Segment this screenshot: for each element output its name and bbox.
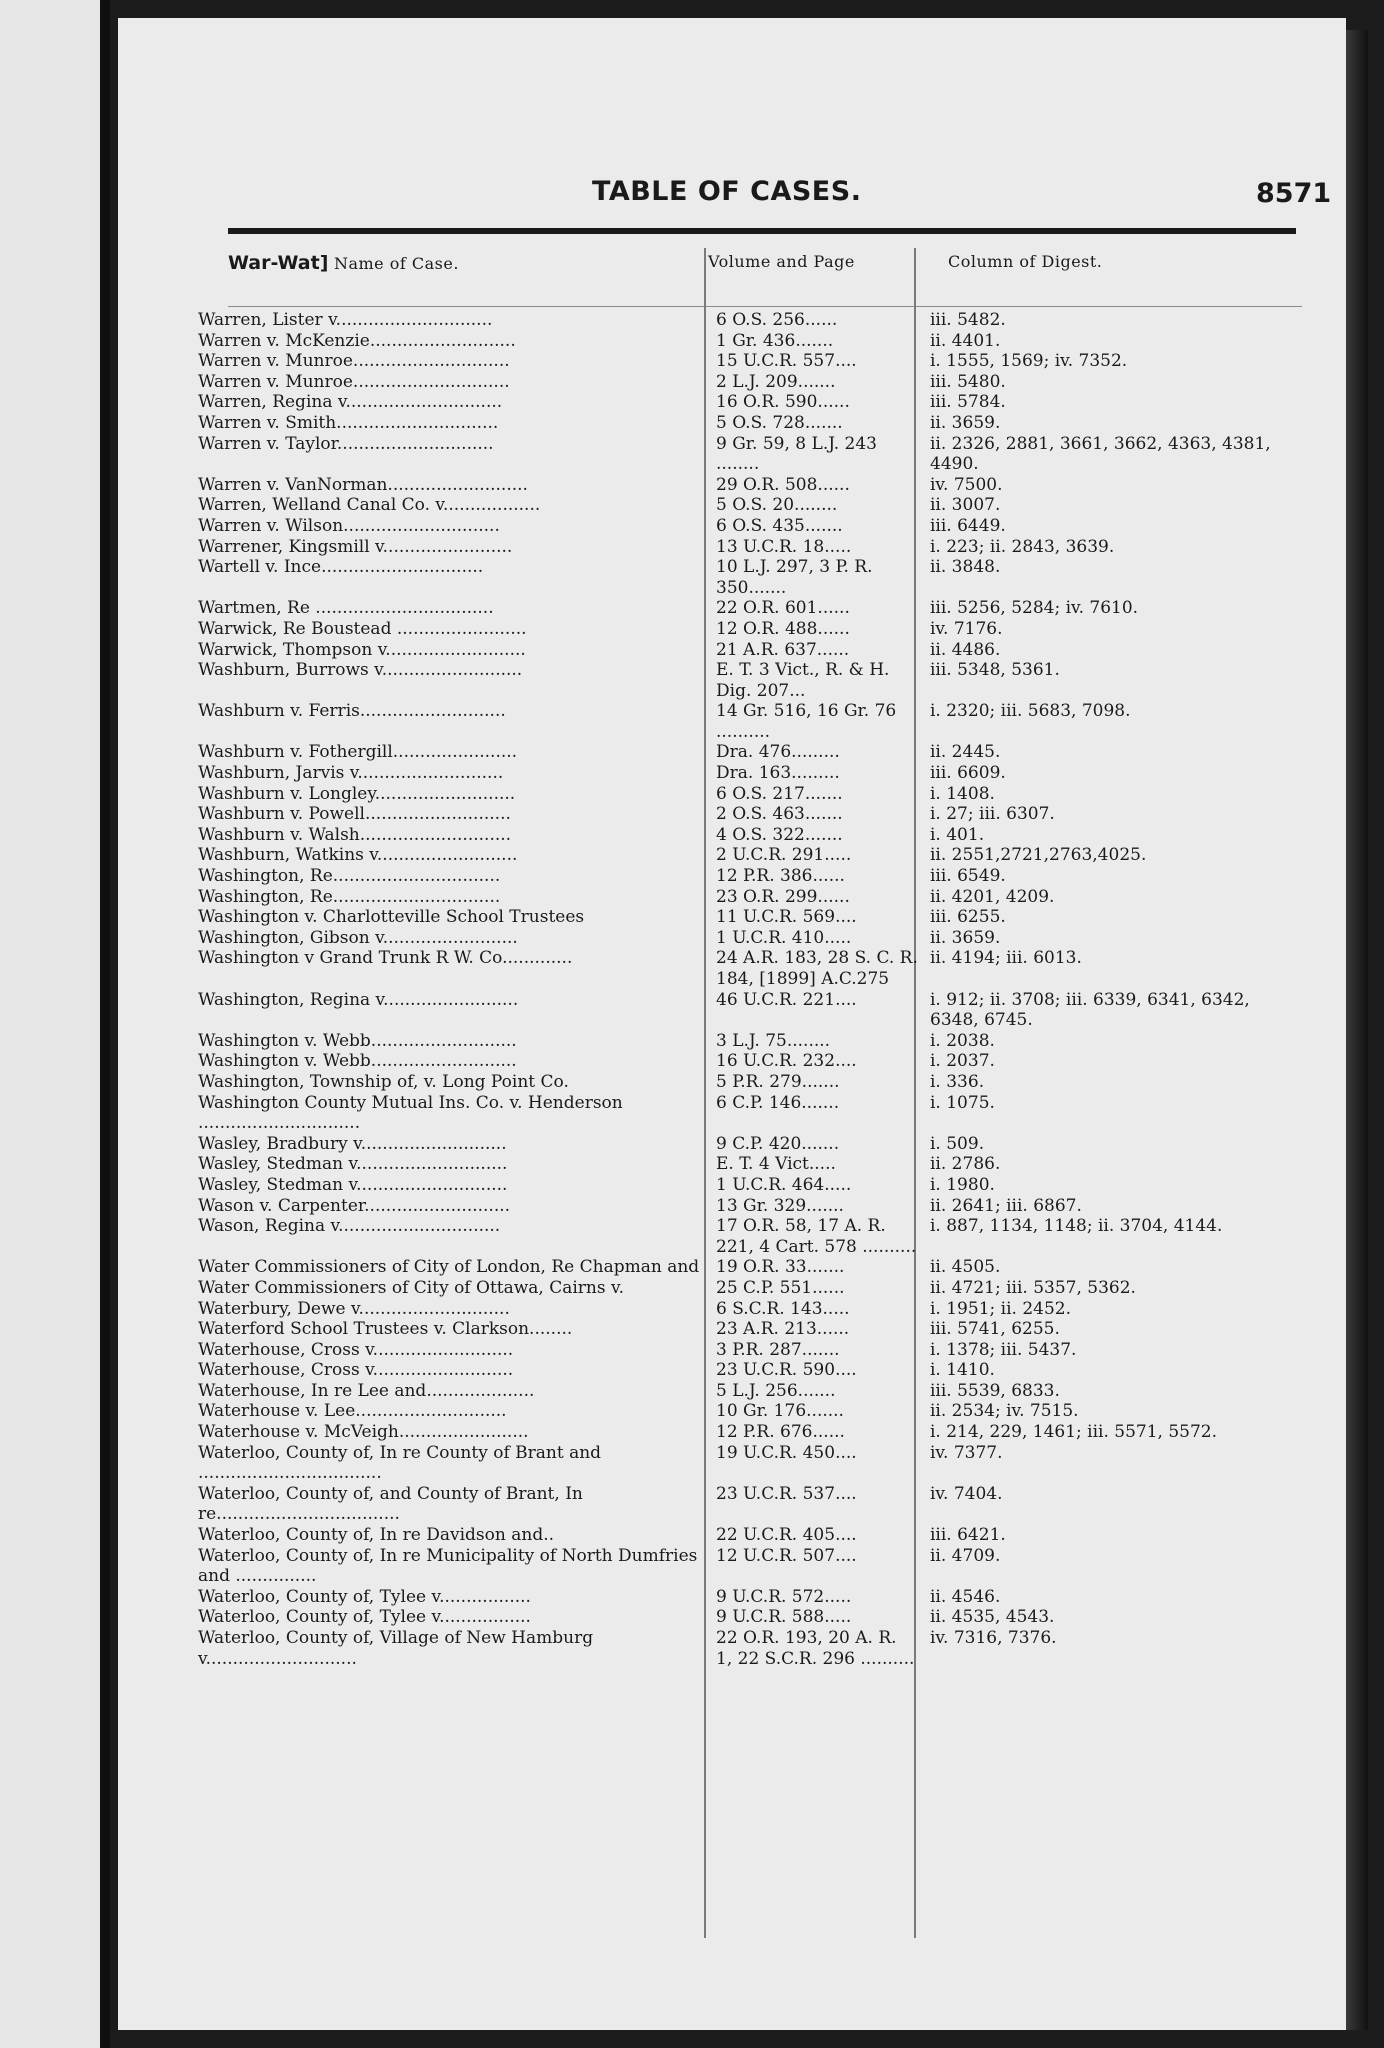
case-row — [192, 1278, 1302, 1299]
digest-column: i. 1555, 1569; iv. 7352. — [930, 351, 1128, 372]
case-row — [192, 475, 1302, 496]
case-row — [192, 742, 1302, 763]
case-row — [192, 948, 1302, 989]
case-row — [192, 372, 1302, 393]
volume-page: 15 U.C.R. 557.... — [716, 351, 857, 372]
digest-column: i. 27; iii. 6307. — [930, 804, 1055, 825]
case-name: Waterloo, County of, Tylee v................. — [198, 1607, 531, 1628]
case-name: Warwick, Re Boustead ........................ — [198, 618, 527, 639]
case-row — [192, 1340, 1302, 1361]
digest-column: iii. 5482. — [930, 310, 1006, 330]
volume-page: 23 U.C.R. 537.... — [716, 1483, 857, 1504]
case-name: Wartmen, Re ................................. — [198, 598, 494, 619]
digest-column: ii. 2326, 2881, 3661, 3662, 4363, 4381, 4490. — [930, 433, 1271, 475]
case-name: Waterloo, County of, and County of Brant, In re.................................. — [198, 1483, 583, 1525]
case-row — [192, 1607, 1302, 1628]
case-row — [192, 1196, 1302, 1217]
case-name: Waterbury, Dewe v............................ — [198, 1298, 510, 1319]
volume-page: 1 Gr. 436....... — [716, 330, 834, 351]
column-header-digest: Column of Digest. — [948, 252, 1103, 271]
case-row — [192, 310, 1302, 331]
case-name: Waterloo, County of, In re Davidson and.. — [198, 1525, 555, 1546]
volume-page: 9 Gr. 59, 8 L.J. 243 ........ — [716, 433, 883, 475]
digest-column: iv. 7377. — [930, 1442, 1003, 1463]
digest-column: ii. 3659. — [930, 927, 1001, 948]
digest-column: iii. 5348, 5361. — [930, 660, 1060, 681]
case-name: Washington, Regina v......................... — [198, 989, 519, 1010]
case-name: Washington v. Webb........................... — [198, 1051, 517, 1072]
case-row — [192, 1628, 1302, 1669]
case-row — [192, 1257, 1302, 1278]
case-name: Warrener, Kingsmill v........................ — [198, 536, 513, 557]
digest-column: i. 1075. — [930, 1092, 995, 1113]
volume-page: 4 O.S. 322....... — [716, 824, 843, 845]
volume-page: 29 O.R. 508...... — [716, 474, 850, 495]
volume-page: 10 Gr. 176....... — [716, 1401, 844, 1422]
case-row — [192, 557, 1302, 598]
case-name: Wason, Regina v.............................. — [198, 1216, 501, 1237]
case-name: Washington v. Webb........................... — [198, 1030, 517, 1051]
case-row — [192, 351, 1302, 372]
case-row — [192, 434, 1302, 475]
volume-page: 46 U.C.R. 221.... — [716, 989, 857, 1010]
digest-column: i. 1408. — [930, 783, 995, 804]
volume-page: 5 P.R. 279....... — [716, 1071, 840, 1092]
case-name: Washington, Re............................... — [198, 866, 501, 887]
case-row — [192, 928, 1302, 949]
case-name: Washburn v. Longley.......................... — [198, 783, 516, 804]
digest-column: ii. 2445. — [930, 742, 1001, 763]
case-row — [192, 1216, 1302, 1257]
digest-column: i. 509. — [930, 1133, 985, 1154]
volume-page: 9 U.C.R. 588..... — [716, 1607, 852, 1628]
case-row — [192, 1525, 1302, 1546]
case-row — [192, 516, 1302, 537]
digest-column: ii. 2534; iv. 7515. — [930, 1401, 1079, 1422]
case-row — [192, 331, 1302, 352]
digest-column: i. 912; ii. 3708; iii. 6339, 6341, 6342, 6348, 6745. — [930, 989, 1250, 1031]
volume-page: Dra. 163......... — [716, 763, 840, 784]
case-name: Washington County Mutual Ins. Co. v. Henderson .............................. — [198, 1092, 623, 1134]
case-name: Wasley, Stedman v............................ — [198, 1154, 508, 1175]
case-name: Water Commissioners of City of Ottawa, Cairns v. — [198, 1277, 625, 1298]
digest-column: ii. 4505. — [930, 1257, 1001, 1278]
digest-column: ii. 4721; iii. 5357, 5362. — [930, 1277, 1136, 1298]
volume-page: 21 A.R. 637...... — [716, 639, 850, 660]
case-name: Washburn v. Walsh............................ — [198, 824, 512, 845]
case-row — [192, 1360, 1302, 1381]
digest-column: iii. 5256, 5284; iv. 7610. — [930, 598, 1139, 619]
column-header-name — [228, 252, 459, 274]
volume-page: 23 U.C.R. 590.... — [716, 1360, 857, 1381]
page-number: 8571 — [1256, 178, 1332, 209]
volume-page: 6 C.P. 146....... — [716, 1092, 840, 1113]
digest-column: iv. 7500. — [930, 474, 1003, 495]
volume-page: 16 O.R. 590...... — [716, 392, 850, 413]
case-name: Waterloo, County of, In re County of Brant and .................................. — [198, 1442, 602, 1484]
case-row — [192, 1072, 1302, 1093]
case-row — [192, 413, 1302, 434]
case-row — [192, 701, 1302, 742]
digest-column: ii. 4535, 4543. — [930, 1607, 1055, 1628]
case-name: Wartell v. Ince.............................. — [198, 557, 484, 578]
volume-page: 12 P.R. 386...... — [716, 866, 845, 887]
heavy-rule — [228, 228, 1296, 234]
volume-page: 1 U.C.R. 464..... — [716, 1174, 852, 1195]
case-row — [192, 495, 1302, 516]
case-row — [192, 619, 1302, 640]
volume-page: 23 A.R. 213...... — [716, 1319, 850, 1340]
case-name: Warren v. Munroe............................. — [198, 351, 510, 372]
volume-page: 3 P.R. 287....... — [716, 1339, 840, 1360]
case-row — [192, 1381, 1302, 1402]
case-name: Waterford School Trustees v. Clarkson........ — [198, 1319, 573, 1340]
case-row — [192, 990, 1302, 1031]
case-name: Warren v. VanNorman.......................... — [198, 474, 528, 495]
case-name: Warren v. Smith.............................. — [198, 412, 499, 433]
digest-column: ii. 2641; iii. 6867. — [930, 1195, 1082, 1216]
volume-page: 16 U.C.R. 232.... — [716, 1051, 857, 1072]
volume-page: 12 P.R. 676...... — [716, 1422, 845, 1443]
section-range: War-Wat] — [228, 252, 329, 274]
digest-column: ii. 4709. — [930, 1545, 1001, 1566]
digest-column: i. 1410. — [930, 1360, 995, 1381]
book-spine-edge — [1346, 30, 1368, 2030]
case-name: Washburn, Watkins v.......................... — [198, 845, 518, 866]
case-name: Washington, Gibson v......................... — [198, 927, 518, 948]
digest-column: iii. 5539, 6833. — [930, 1380, 1060, 1401]
column-header-volume: Volume and Page — [708, 252, 855, 271]
digest-column: ii. 3007. — [930, 495, 1001, 516]
case-name: Waterhouse, Cross v.......................... — [198, 1360, 514, 1381]
case-row — [192, 1587, 1302, 1608]
digest-column: ii. 4401. — [930, 330, 1001, 351]
volume-page: 2 O.S. 463....... — [716, 804, 843, 825]
case-name: Warren v. Munroe............................. — [198, 371, 510, 392]
case-name: Waterloo, County of, Village of New Hamburg v............................ — [198, 1628, 594, 1669]
volume-page: 3 L.J. 75........ — [716, 1030, 831, 1051]
volume-page: E. T. 4 Vict..... — [716, 1154, 836, 1175]
digest-column: ii. 4194; iii. 6013. — [930, 948, 1082, 969]
volume-page: 12 U.C.R. 507.... — [716, 1545, 857, 1566]
case-row — [192, 1154, 1302, 1175]
case-row — [192, 763, 1302, 784]
case-name: Washington, Re............................... — [198, 886, 501, 907]
case-name: Warren v. McKenzie........................... — [198, 330, 516, 351]
digest-column: i. 887, 1134, 1148; ii. 3704, 4144. — [930, 1216, 1223, 1237]
case-name: Water Commissioners of City of London, Re Chapman and — [198, 1257, 700, 1278]
digest-column: ii. 3659. — [930, 412, 1001, 433]
volume-page: 1 U.C.R. 410..... — [716, 927, 852, 948]
case-name: Washington v Grand Trunk R W. Co............. — [198, 948, 573, 969]
case-row — [192, 804, 1302, 825]
case-name: Washburn, Burrows v.......................... — [198, 660, 523, 681]
digest-column: ii. 4201, 4209. — [930, 886, 1055, 907]
case-name: Warren v. Taylor............................. — [198, 433, 494, 454]
digest-column: i. 2037. — [930, 1051, 995, 1072]
digest-column: ii. 4486. — [930, 639, 1001, 660]
case-name: Waterhouse v. McVeigh........................ — [198, 1422, 529, 1443]
case-row — [192, 392, 1302, 413]
digest-column: i. 336. — [930, 1071, 985, 1092]
volume-page: 6 S.C.R. 143..... — [716, 1298, 850, 1319]
volume-page: 5 L.J. 256....... — [716, 1380, 836, 1401]
case-name: Waterhouse, Cross v.......................... — [198, 1339, 514, 1360]
name-header-label: Name of Case. — [333, 254, 459, 273]
case-row — [192, 1134, 1302, 1155]
case-name: Washburn v. Ferris........................... — [198, 701, 506, 722]
case-name: Waterhouse v. Lee............................ — [198, 1401, 507, 1422]
case-name: Waterhouse, In re Lee and.................... — [198, 1380, 535, 1401]
case-name: Waterloo, County of, Tylee v................. — [198, 1586, 531, 1607]
case-row — [192, 1093, 1302, 1134]
case-name: Wasley, Stedman v............................ — [198, 1174, 508, 1195]
case-name: Washburn v. Fothergill....................... — [198, 742, 518, 763]
volume-page: 5 O.S. 20........ — [716, 495, 838, 516]
case-name: Washington v. Charlotteville School Trustees — [198, 907, 585, 928]
case-name: Warren, Welland Canal Co. v.................. — [198, 495, 541, 516]
digest-column: i. 1980. — [930, 1174, 995, 1195]
case-row — [192, 907, 1302, 928]
digest-column: i. 1378; iii. 5437. — [930, 1339, 1077, 1360]
volume-page: 13 U.C.R. 18..... — [716, 536, 852, 557]
volume-page: 6 O.S. 435....... — [716, 515, 843, 536]
volume-page: 2 U.C.R. 291..... — [716, 845, 852, 866]
facing-page-edge — [0, 0, 110, 2048]
case-row — [192, 1051, 1302, 1072]
case-name: Wasley, Bradbury v........................... — [198, 1133, 507, 1154]
digest-column: iii. 6609. — [930, 763, 1006, 784]
case-name: Wason v. Carpenter........................... — [198, 1195, 511, 1216]
volume-page: 19 O.R. 33....... — [716, 1257, 845, 1278]
digest-column: i. 2038. — [930, 1030, 995, 1051]
digest-column: iii. 5480. — [930, 371, 1006, 392]
case-row — [192, 1299, 1302, 1320]
volume-page: 9 U.C.R. 572..... — [716, 1586, 852, 1607]
case-row — [192, 1546, 1302, 1587]
volume-page: 17 O.R. 58, 17 A. R. 221, 4 Cart. 578 .......... — [716, 1216, 917, 1257]
volume-page: 6 O.S. 256...... — [716, 310, 838, 330]
case-row — [192, 1484, 1302, 1525]
digest-column: iii. 5784. — [930, 392, 1006, 413]
digest-column: iv. 7316, 7376. — [930, 1628, 1057, 1648]
volume-page: 6 O.S. 217....... — [716, 783, 843, 804]
case-row — [192, 845, 1302, 866]
volume-page: Dra. 476......... — [716, 742, 840, 763]
case-name: Warren, Lister v............................. — [198, 310, 493, 330]
digest-column: iv. 7176. — [930, 618, 1003, 639]
volume-page: 25 C.P. 551...... — [716, 1277, 845, 1298]
digest-column: ii. 2786. — [930, 1154, 1001, 1175]
volume-page: 9 C.P. 420....... — [716, 1133, 840, 1154]
case-row — [192, 784, 1302, 805]
volume-page: 24 A.R. 183, 28 S. C. R. 184, [1899] A.C.275 — [716, 948, 924, 989]
digest-column: ii. 3848. — [930, 557, 1001, 578]
case-row — [192, 825, 1302, 846]
digest-column: iv. 7404. — [930, 1483, 1003, 1504]
volume-page: 2 L.J. 209....... — [716, 371, 836, 392]
header-rule — [228, 306, 1302, 307]
digest-column: i. 2320; iii. 5683, 7098. — [930, 701, 1131, 722]
digest-column: iii. 6449. — [930, 515, 1006, 536]
volume-page: E. T. 3 Vict., R. & H. Dig. 207... — [716, 660, 895, 701]
volume-page: 22 O.R. 601...... — [716, 598, 850, 619]
digest-column: iii. 6421. — [930, 1525, 1006, 1546]
digest-column: iii. 6255. — [930, 907, 1006, 928]
digest-column: iii. 6549. — [930, 866, 1006, 887]
digest-column: i. 214, 229, 1461; iii. 5571, 5572. — [930, 1422, 1218, 1443]
case-name: Warwick, Thompson v.......................... — [198, 639, 526, 660]
case-name: Washington, Township of, v. Long Point Co. — [198, 1071, 569, 1092]
case-table — [192, 310, 1302, 1669]
running-head: TABLE OF CASES. — [592, 176, 862, 207]
case-row — [192, 537, 1302, 558]
case-name: Washburn, Jarvis v........................... — [198, 763, 504, 784]
volume-page: 19 U.C.R. 450.... — [716, 1442, 857, 1463]
case-row — [192, 887, 1302, 908]
volume-page: 22 U.C.R. 405.... — [716, 1525, 857, 1546]
digest-column: i. 1951; ii. 2452. — [930, 1298, 1071, 1319]
volume-page: 14 Gr. 516, 16 Gr. 76 .......... — [716, 701, 902, 742]
digest-column: iii. 5741, 6255. — [930, 1319, 1060, 1340]
case-row — [192, 866, 1302, 887]
case-row — [192, 1443, 1302, 1484]
volume-page: 11 U.C.R. 569.... — [716, 907, 857, 928]
book-page — [118, 18, 1346, 2030]
digest-column: ii. 2551,2721,2763,4025. — [930, 845, 1147, 866]
case-row — [192, 1031, 1302, 1052]
case-name: Washburn v. Powell........................... — [198, 804, 511, 825]
volume-page: 10 L.J. 297, 3 P. R. 350....... — [716, 557, 878, 598]
case-row — [192, 640, 1302, 661]
digest-column: ii. 4546. — [930, 1586, 1001, 1607]
case-row — [192, 1401, 1302, 1422]
case-row — [192, 598, 1302, 619]
case-name: Warren, Regina v............................. — [198, 392, 503, 413]
case-row — [192, 1175, 1302, 1196]
volume-page: 22 O.R. 193, 20 A. R. 1, 22 S.C.R. 296 .......... — [716, 1628, 915, 1669]
digest-column: i. 223; ii. 2843, 3639. — [930, 536, 1115, 557]
case-row — [192, 1422, 1302, 1443]
case-name: Warren v. Wilson............................. — [198, 515, 500, 536]
volume-page: 12 O.R. 488...... — [716, 618, 850, 639]
digest-column: i. 401. — [930, 824, 985, 845]
volume-page: 5 O.S. 728....... — [716, 412, 843, 433]
case-name: Waterloo, County of, In re Municipality of North Dumfries and ............... — [198, 1545, 698, 1587]
case-row — [192, 1319, 1302, 1340]
volume-page: 13 Gr. 329....... — [716, 1195, 844, 1216]
case-row — [192, 660, 1302, 701]
volume-page: 23 O.R. 299...... — [716, 886, 850, 907]
